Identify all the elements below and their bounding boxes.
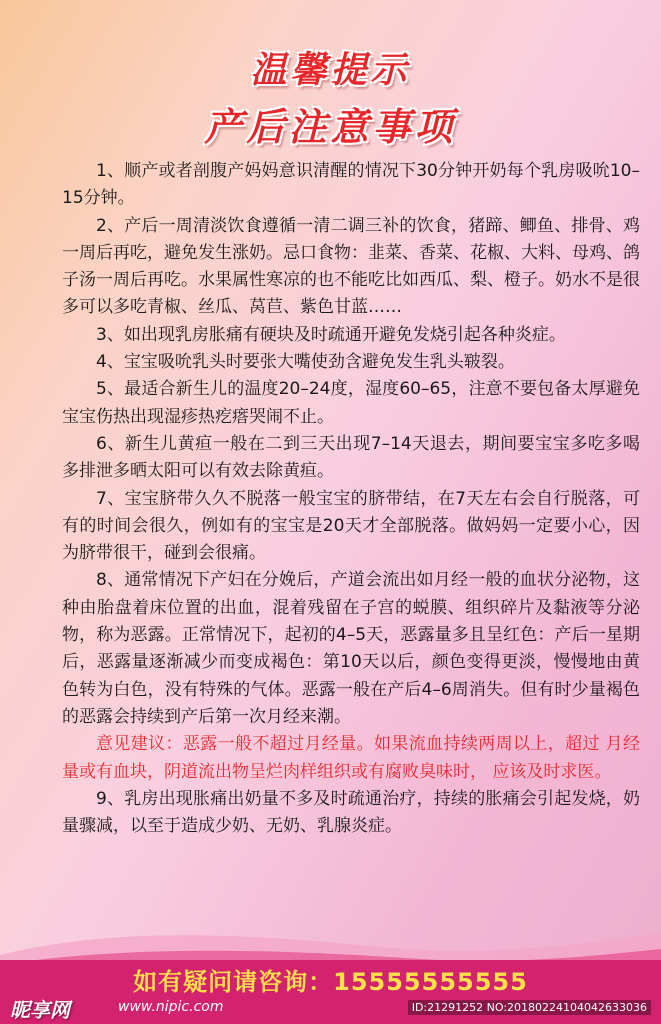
notice-item-9: 9、乳房出现胀痛出奶量不多及时疏通治疗，持续的胀痛会引起发烧，奶量骤减，以至于造成少奶、无奶、乳腺炎症。 <box>62 788 640 837</box>
notice-item-5: 5、最适合新生儿的温度20–24度，湿度60–65，注意不要包备太厚避免宝宝伤热出现湿疹热疙瘩哭闹不止。 <box>62 379 640 427</box>
watermark-logo: 昵享网 <box>10 998 70 1022</box>
notice-item-6: 6、新生儿黄疸一般在二到三天出现7–14天退去，期间要宝宝多吃多喝多排泄多晒太阳可以有效去除黄疸。 <box>62 433 640 482</box>
notice-item-1: 1、顺产或者剖腹产妈妈意识清醒的情况下30分钟开奶每个乳房吸吮10–15分钟。 <box>62 161 640 209</box>
notice-item-3: 3、如出现乳房胀痛有硬块及时疏通开避免发烧引起各种炎症。 <box>96 324 566 345</box>
notice-item-2: 2、产后一周清淡饮食遵循一清二调三补的饮食，猪蹄、鲫鱼、排骨、鸡一周后再吃，避免发生涨奶。忌口食物：韭菜、香菜、花椒、大料、母鸡、鸽子汤一周后再吃。水果属性寒凉的也不能吃比如西瓜、梨、橙子。奶水不是很多可以多吃青椒、丝瓜、莴苣、紫色甘蓝…… <box>62 215 640 318</box>
title-postpartum-notes: 产后注意事项 <box>204 104 457 149</box>
notice-item-4: 4、宝宝吸吮乳头时要张大嘴使劲含避免发生乳头皲裂。 <box>96 352 515 373</box>
notice-content <box>62 158 640 840</box>
watermark-id: ID:21291252 NO:20180224104042633036 <box>408 1000 651 1015</box>
title-warm-tip: 温馨提示 <box>250 49 411 91</box>
watermark-site: www.nipic.com <box>118 999 224 1015</box>
advice-note: 意见建议：恶露一般不超过月经量。如果流血持续两周以上，超过 月经量或有血块，阴道流出物呈烂肉样组织或有腐败臭味时， 应该及时求医。 <box>62 734 640 782</box>
consult-phone: 如有疑问请咨询：15555555555 <box>133 968 528 996</box>
notice-item-8: 8、通常情况下产妇在分娩后，产道会流出如月经一般的血状分泌物，这种由胎盘着床位置的出血，混着残留在子宫的蜕膜、组织碎片及黏液等分泌物，称为恶露。正常情况下，起初的4–5天，恶露量多且呈红色：产后一星期后，恶露量逐渐减少而变成褐色：第10天以后，颜色变得更淡，慢慢地由黄色转为白色，没有特殊的气体。恶露一般在产后4–6周消失。但有时少量褐色的恶露会持续到产后第一次月经来潮。 <box>62 570 640 727</box>
notice-item-7: 7、宝宝脐带久久不脱落一般宝宝的脐带结，在7天左右会自行脱落，可有的时间会很久，例如有的宝宝是20天才全部脱落。做妈妈一定要小心，因为脐带很干，碰到会很痛。 <box>62 488 640 564</box>
